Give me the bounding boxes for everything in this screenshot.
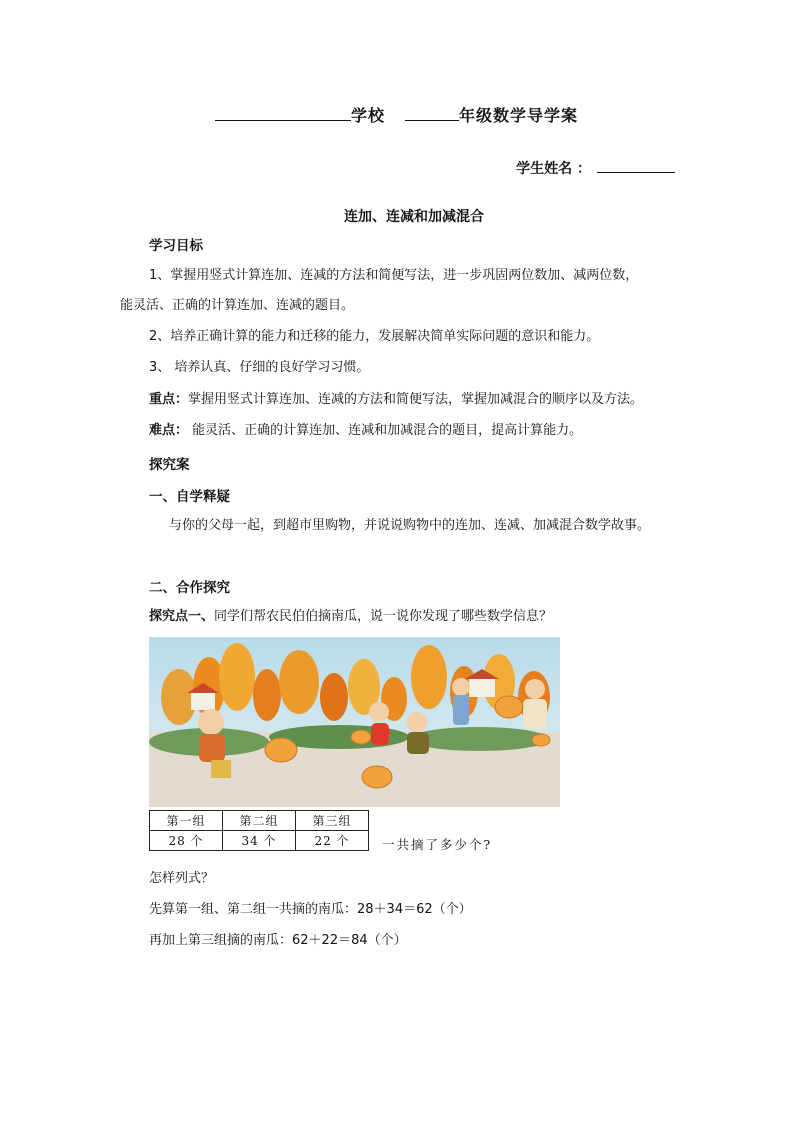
doc-title (0, 103, 793, 126)
objectives-heading: 学习目标 (149, 238, 203, 254)
student-name-label: 学生姓名 ： (516, 161, 591, 177)
student-name-blank[interactable] (597, 156, 675, 173)
explore-point-1 (149, 607, 552, 627)
objective-1-line-1: 1、掌握用竖式计算连加、连减的方法和简便写法，进一步巩固两位数加、减两位数， (149, 268, 639, 283)
school-suffix: 学校 (350, 106, 385, 125)
student-name-line (516, 156, 675, 178)
key-point-text: 掌握用竖式计算连加、连减的方法和简便写法，掌握加减混合的顺序以及方法。 (188, 392, 644, 407)
table-cell: 28 个 (150, 831, 223, 851)
table-header-cell: 第二组 (223, 811, 296, 831)
table-header-row (150, 811, 369, 831)
grade-suffix: 年级数学导学案 (459, 106, 579, 125)
school-blank[interactable] (215, 104, 351, 121)
lesson-title: 连加、连减和加减混合 (344, 209, 484, 225)
section-1-text: 与你的父母一起，到超市里购物，并说说购物中的连加、连减、加减混合数学故事。 (169, 518, 651, 533)
solution-prompt: 怎样列式？ (149, 871, 215, 886)
section-2-heading: 二、合作探究 (149, 580, 230, 596)
explore-point-1-label: 探究点一、 (149, 609, 215, 624)
solution-step-2: 再加上第三组摘的南瓜：62＋22＝84（个） (149, 933, 407, 948)
objective-1-line-2: 能灵活、正确的计算连加、连减的题目。 (120, 298, 355, 313)
grade-blank[interactable] (405, 104, 459, 121)
solution-step-1: 先算第一组、第二组一共摘的南瓜：28＋34＝62（个） (149, 902, 472, 917)
table-row (150, 831, 369, 851)
explore-point-1-text: 同学们帮农民伯伯摘南瓜，说一说你发现了哪些数学信息？ (214, 609, 553, 624)
key-point (149, 390, 643, 410)
key-point-label: 重点： (149, 392, 189, 407)
table-question: 一共摘了多少个? (382, 837, 493, 852)
difficulty-label: 难点： (149, 423, 189, 438)
objective-3: 3、 培养认真、仔细的良好学习习惯。 (149, 360, 370, 375)
section-1-heading: 一、自学释疑 (149, 489, 230, 505)
pumpkin-harvest-illustration (149, 637, 560, 807)
table-header-cell: 第三组 (296, 811, 369, 831)
pumpkin-groups-table (149, 810, 369, 851)
table-cell: 34 个 (223, 831, 296, 851)
objective-2: 2、培养正确计算的能力和迁移的能力，发展解决简单实际问题的意识和能力。 (149, 329, 600, 344)
difficulty-text: 能灵活、正确的计算连加、连减和加减混合的题目，提高计算能力。 (188, 423, 583, 438)
explore-heading: 探究案 (149, 457, 190, 473)
difficulty (149, 421, 582, 441)
table-header-cell: 第一组 (150, 811, 223, 831)
table-cell: 22 个 (296, 831, 369, 851)
